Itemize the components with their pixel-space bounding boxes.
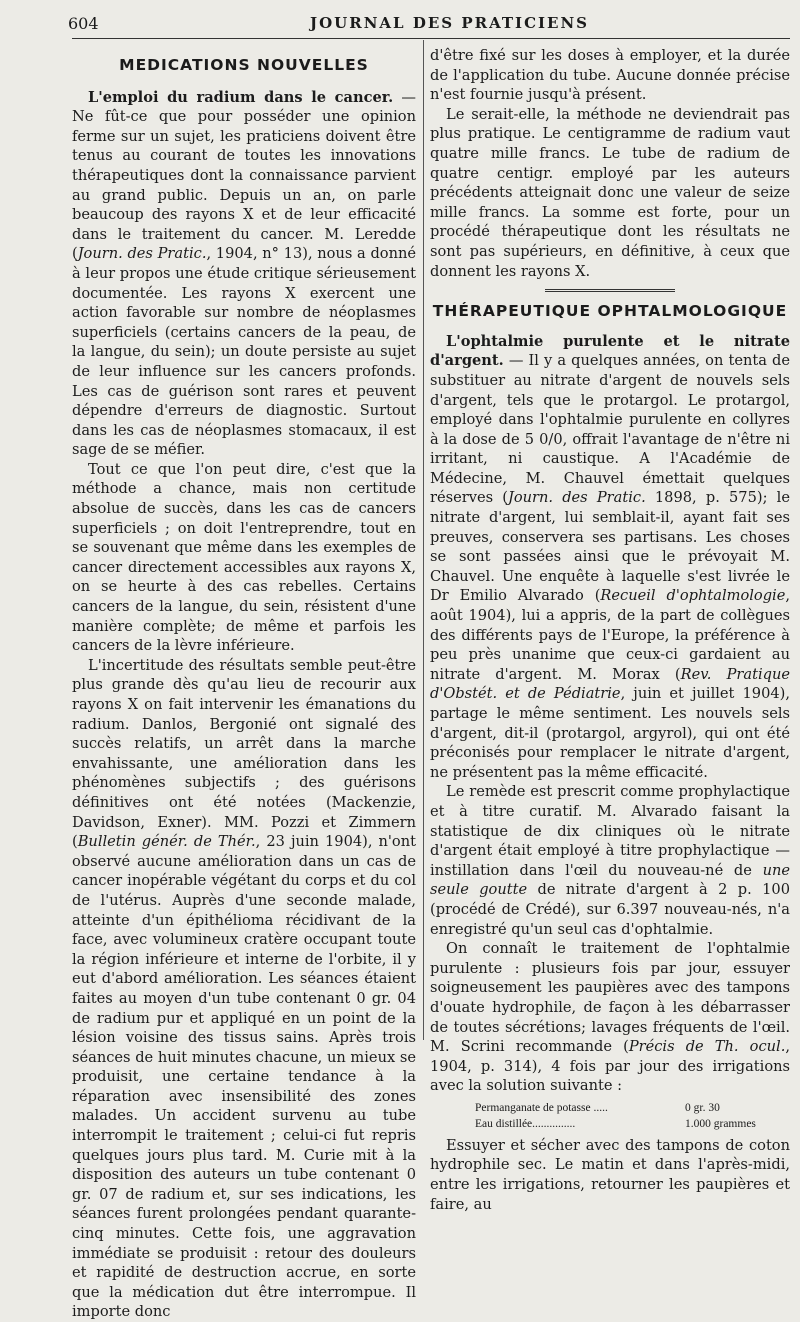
paragraph: Tout ce que l'on peut dire, c'est que la méthode a chance, mais non certitude absolue de succès, dans les cas de cancers superficiels ; on doit l'entreprendre, tout en se souvenant que même dans les exemples de cancer directement accessibles aux rayons X, on se heurte à des cas rebelles. Certains cancers de la langue, du sein, résistent d'une manière complète; de même et parfois les cancers de la lèvre inférieure. xyxy=(72,460,416,655)
paragraph-ophtalmie xyxy=(430,332,790,783)
text-run: — Ne fût-ce que pour posséder une opinion ferme sur un sujet, les praticiens doivent être tenus au courant de toutes les innovations thérapeutiques dont la connaissance parvient au grand public. Depuis un an, on parle beaucoup des rayons X et de leur efficacité dans le traitement du cancer. M. Leredde ( xyxy=(72,88,417,263)
citation: Bulletin génér. de Thér. xyxy=(77,833,256,851)
paragraph-radium xyxy=(72,88,416,460)
citation: Journ. des Pratic. xyxy=(77,245,207,263)
text-run: — Il y a quelques années, on tenta de substituer au nitrate d'argent de nouvels sels d'argent, tels que le protargol. Le protargol, employé dans l'ophtalmie purulente en collyres à la dose de 5 0/0, offrait l'avantage de n'être ni irritant, ni caustique. A l'Académie de Médecine, M. Chauvel émettait quelques réserves ( xyxy=(430,352,790,507)
citation: Recueil d'ophtalmologie xyxy=(600,587,786,605)
text-run: , 1904, n° 13), nous a donné à leur propos une étude critique sérieusement documentée. Les rayons X exercent une action favorable sur nombre de néoplasmes superficiels (certains cancers de la peau, de la langue, du sein); un doute persiste au sujet de leur influence sur les cancers profonds. Les cas de guérison sont rares et peuvent dépendre d'erreurs de diagnostic. Surtout dans les cas de néoplasmes stomacaux, il est sage de se méfier. xyxy=(72,245,417,459)
text-run: , 23 juin 1904), n'ont observé aucune amélioration dans un cas de cancer inopérable végétant du corps et du col de l'utérus. Auprès d'une seconde malade, atteinte d'un épithélioma récidivant de la face, avec volumineux cratère occupant toute la région inférieure et interne de l'orbite, il y eut d'abord amélioration. Les séances étaient faites au moyen d'un tube contenant 0 gr. 04 de radium pur et appliqué en un point de la lésion voisine des tissus sains. Après trois séances de huit minutes chacune, un mieux se produisit, une certaine tendance à la réparation avec insensibilité des zones malades. Un accident survenu au tube interrompit le traitement ; celui-ci fut repris quelques jours plus tard. M. Curie mit à la disposition des auteurs un tube contenant 0 gr. 07 de radium et, sur ses indications, les séances furent prolongées pendant quarante-cinq minutes. Cette fois, une aggravation immédiate se produisit : retour des douleurs et rapidité de destruction accrue, en sorte que la médication dut être interrompue. Il importe donc xyxy=(72,833,416,1321)
running-title: JOURNAL DES PRATICIENS xyxy=(310,14,589,32)
page-number: 604 xyxy=(68,14,99,33)
ingredient-name: Eau distillée............... xyxy=(475,1117,576,1130)
text-run: de nitrate d'argent à 2 p. 100 (procédé de Crédé), sur 6.397 nouveau-nés, n'a enregistré qu'un seul cas d'ophtalmie. xyxy=(430,881,790,938)
paragraph: Le serait-elle, la méthode ne deviendrait pas plus pratique. Le centigramme de radium vaut quatre mille francs. Le tube de radium de quatre centigr. employé par les auteurs précédents atteignait donc une valeur de seize mille francs. La somme est forte, pour un procédé thérapeutique dont les résultats ne sont pas supérieurs, en définitive, à ceux que donnent les rayons X. xyxy=(430,105,790,280)
section-title-medications: MEDICATIONS NOUVELLES xyxy=(119,56,369,74)
right-column xyxy=(430,46,790,1214)
ingredient-dose: 1.000 grammes xyxy=(685,1117,756,1130)
text-run: , 1904, p. 314), 4 fois par jour des irrigations avec la solution suivante : xyxy=(430,1038,790,1095)
text-run: L'incertitude des résultats semble peut-être plus grande dès qu'au lieu de recourir aux rayons X on fait intervenir les émanations du radium. Danlos, Bergonié ont signalé des succès relatifs, un arrêt dans la marche envahissante, une amélioration dans les phénomènes subjectifs ; des guérisons définitives ont été notées (Mackenzie, Davidson, Exner). MM. Pozzi et Zimmern ( xyxy=(72,656,416,851)
column-divider xyxy=(423,40,424,1040)
ingredient-dose: 0 gr. 30 xyxy=(685,1101,720,1114)
ingredient-name: Permanganate de potasse ..... xyxy=(475,1101,608,1114)
paragraph xyxy=(72,656,416,1322)
text-run: , juin et juillet 1904), partage le même sentiment. Les nouvels sels d'argent, dit-il (protargol, argyrol), qui ont été préconisés pour remplacer le nitrate d'argent, ne présentent pas la même efficacité. xyxy=(430,685,790,781)
emphasis: une seule goutte xyxy=(430,861,790,899)
header-rule xyxy=(72,38,790,39)
text-run: , août 1904), lui a appris, de la part de collègues des différents pays de l'Europe, la préférence à peu près unanime que ceux-ci gardaient au nitrate d'argent. M. Morax ( xyxy=(430,587,790,683)
article-lead-radium: L'emploi du radium dans le cancer. xyxy=(88,88,394,106)
text-run: 1898, p. 575); le nitrate d'argent, lui semblait-il, ayant fait ses preuves, conservera ses partisans. Les choses se sont passées ainsi que le prévoyait M. Chauvel. Une enquête à laquelle s'est livrée le Dr Emilio Alvarado ( xyxy=(430,489,790,605)
paragraph: d'être fixé sur les doses à employer, et la durée de l'application du tube. Aucune donnée précise n'est fournie jusqu'à présent. xyxy=(430,47,790,104)
paragraph xyxy=(430,782,790,939)
citation: Rev. Pratique d'Obstét. et de Pédiatrie xyxy=(430,665,790,703)
formula-line xyxy=(475,1100,790,1116)
article-lead-ophtalmie: L'ophtalmie purulente et le nitrate d'argent. xyxy=(430,332,790,370)
section-title-ophtalmo: THÉRAPEUTIQUE OPHTALMOLOGIQUE xyxy=(432,302,788,321)
text-run: On connaît le traitement de l'ophtalmie purulente : plusieurs fois par jour, essuyer soigneusement les paupières avec des tampons d'ouate hydrophile, de façon à les débarrasser de toutes sécrétions; lavages fréquents de l'œil. M. Scrini recommande ( xyxy=(430,940,790,1056)
paragraph: Essuyer et sécher avec des tampons de coton hydrophile sec. Le matin et dans l'après-midi, entre les irrigations, retourner les paupières et faire, au xyxy=(430,1136,790,1213)
citation: Journ. des Pratic. xyxy=(507,489,646,507)
citation: Précis de Th. ocul. xyxy=(628,1038,786,1056)
text-run: Le remède est prescrit comme prophylactique et à titre curatif. M. Alvarado faisant la statistique de dix cliniques où le nitrate d'argent était employé à titre prophylactique — instillation dans l'œil du nouveau-né de xyxy=(430,783,790,879)
prescription-formula xyxy=(475,1100,790,1132)
left-column xyxy=(72,46,416,1322)
page-header xyxy=(0,10,800,40)
formula-line xyxy=(475,1116,790,1132)
paragraph xyxy=(430,939,790,1096)
